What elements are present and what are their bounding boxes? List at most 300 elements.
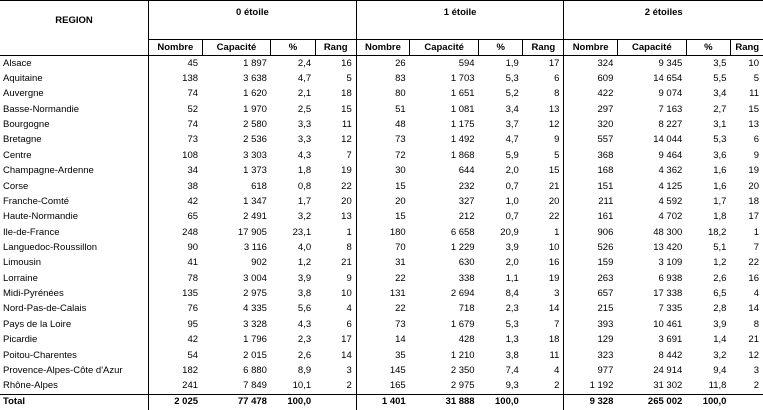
- group-header-0-star: 0 étoile: [149, 1, 357, 40]
- cell-rang: 6: [346, 318, 352, 330]
- cell-capacite: 1 081: [450, 103, 475, 115]
- cell-rang: 9: [346, 272, 352, 284]
- table-row: [0, 332, 763, 347]
- cell-capacite: 4 362: [658, 165, 683, 177]
- cell-pct: 4,7: [505, 134, 519, 146]
- cell-nombre: 54: [149, 348, 202, 363]
- cell-nombre: 73: [356, 133, 409, 148]
- cell-capacite: 3 004: [243, 272, 267, 284]
- cell-pct: 20,9: [500, 226, 519, 238]
- cell-capacite: 327: [458, 195, 475, 207]
- cell-rang: 13: [341, 211, 352, 223]
- cell-rang: 20: [548, 195, 560, 207]
- region-name-cell: Corse: [0, 179, 149, 194]
- cell-rang: 11: [341, 119, 352, 131]
- total-cell-pct: 100,0: [686, 394, 730, 410]
- region-name-cell: Nord-Pas-de-Calais: [0, 302, 149, 317]
- cell-nombre: 20: [356, 194, 409, 209]
- cell-pct: 10,1: [292, 380, 312, 392]
- cell-rang: 12: [548, 119, 560, 131]
- cell-capacite: 24 914: [653, 364, 683, 376]
- cell-nombre: 72: [356, 148, 409, 163]
- cell-capacite: 2 694: [450, 288, 475, 300]
- cell-pct: 23,1: [292, 226, 312, 238]
- region-name-cell: Limousin: [0, 256, 149, 271]
- cell-rang: 1: [730, 225, 763, 240]
- cell-pct: 0,7: [505, 211, 519, 223]
- cell-pct: 1,8: [297, 165, 312, 177]
- region-name-cell: Aquitaine: [0, 71, 149, 86]
- cell-rang: 20: [730, 179, 763, 194]
- cell-pct: 3,9: [505, 241, 519, 253]
- cell-rang: 7: [554, 318, 560, 330]
- region-name-cell: Pays de la Loire: [0, 317, 149, 332]
- group-header-2-stars: 2 étoiles: [564, 1, 763, 40]
- cell-pct: 1,2: [297, 257, 312, 269]
- cell-pct: 2,6: [713, 272, 727, 284]
- cell-rang: 8: [554, 88, 560, 100]
- cell-nombre: 241: [149, 379, 202, 395]
- cell-capacite: 8 227: [658, 119, 683, 131]
- cell-nombre: 557: [564, 133, 617, 148]
- cell-pct: 1,2: [713, 257, 727, 269]
- table-row: [0, 240, 763, 255]
- region-name-cell: Bourgogne: [0, 117, 149, 132]
- cell-nombre: 73: [356, 317, 409, 332]
- cell-pct: 5,6: [297, 303, 312, 315]
- region-name-cell: Haute-Normandie: [0, 210, 149, 225]
- cell-rang: 11: [730, 87, 763, 102]
- total-cell-nombre: 2 025: [149, 394, 202, 410]
- cell-capacite: 31 302: [653, 380, 683, 392]
- cell-nombre: 215: [564, 302, 617, 317]
- cell-pct: 5,3: [505, 318, 519, 330]
- cell-pct: 3,1: [713, 119, 727, 131]
- cell-nombre: 31: [356, 256, 409, 271]
- cell-pct: 0,8: [297, 180, 312, 192]
- cell-nombre: 180: [356, 225, 409, 240]
- cell-rang: 4: [730, 286, 763, 301]
- cell-pct: 5,5: [713, 73, 727, 85]
- cell-nombre: 168: [564, 164, 617, 179]
- group-header-row: [0, 1, 763, 40]
- cell-pct: 5,3: [713, 134, 727, 146]
- cell-capacite: 1 970: [243, 103, 267, 115]
- table-row: [0, 117, 763, 132]
- cell-pct: 3,4: [713, 88, 727, 100]
- cell-pct: 9,3: [505, 380, 519, 392]
- cell-nombre: 131: [356, 286, 409, 301]
- cell-nombre: 74: [149, 117, 202, 132]
- cell-nombre: 609: [564, 71, 617, 86]
- cell-capacite: 3 116: [243, 241, 267, 253]
- cell-pct: 3,8: [505, 349, 519, 361]
- subheader-rang: Rang: [730, 40, 763, 56]
- cell-capacite: 718: [458, 303, 475, 315]
- cell-nombre: 22: [356, 302, 409, 317]
- cell-pct: 1,0: [505, 195, 519, 207]
- cell-capacite: 7 163: [658, 103, 683, 115]
- cell-pct: 3,9: [297, 272, 312, 284]
- cell-capacite: 428: [458, 334, 475, 346]
- cell-rang: 5: [346, 73, 352, 85]
- cell-pct: 3,2: [713, 349, 727, 361]
- cell-capacite: 6 658: [450, 226, 475, 238]
- cell-capacite: 1 229: [450, 241, 475, 253]
- cell-capacite: 338: [458, 272, 475, 284]
- cell-nombre: 368: [564, 148, 617, 163]
- cell-nombre: 297: [564, 102, 617, 117]
- cell-capacite: 2 975: [243, 288, 267, 300]
- cell-capacite: 2 580: [243, 119, 267, 131]
- cell-pct: 1,6: [713, 180, 727, 192]
- cell-capacite: 2 975: [450, 380, 475, 392]
- cell-capacite: 644: [458, 165, 475, 177]
- cell-nombre: 161: [564, 210, 617, 225]
- region-header: REGION: [0, 1, 149, 56]
- cell-nombre: 151: [564, 179, 617, 194]
- cell-nombre: 211: [564, 194, 617, 209]
- subheader-rang: Rang: [523, 40, 564, 56]
- cell-nombre: 977: [564, 363, 617, 378]
- cell-pct: 1,4: [713, 334, 727, 346]
- cell-pct: 4,0: [297, 241, 312, 253]
- cell-rang: 4: [346, 303, 352, 315]
- cell-nombre: 41: [149, 256, 202, 271]
- cell-pct: 3,6: [713, 149, 727, 161]
- region-name-cell: Provence-Alpes-Côte d'Azur: [0, 363, 149, 378]
- cell-nombre: 138: [149, 71, 202, 86]
- cell-pct: 8,4: [505, 288, 519, 300]
- subheader-nombre: Nombre: [564, 40, 617, 56]
- cell-rang: 1: [346, 226, 352, 238]
- cell-rang: 18: [341, 88, 352, 100]
- cell-capacite: 10 461: [653, 318, 683, 330]
- subheader-pct: %: [479, 40, 523, 56]
- cell-rang: 9: [554, 134, 560, 146]
- cell-nombre: 129: [564, 332, 617, 347]
- cell-capacite: 1 868: [450, 149, 475, 161]
- cell-pct: 5,2: [505, 88, 519, 100]
- table-row: [0, 256, 763, 271]
- table-row: [0, 102, 763, 117]
- cell-rang: 8: [730, 317, 763, 332]
- cell-rang: 21: [548, 180, 560, 192]
- region-name-cell: Alsace: [0, 56, 149, 72]
- cell-pct: 2,6: [297, 349, 312, 361]
- cell-pct: 7,4: [505, 364, 519, 376]
- region-name-cell: Auvergne: [0, 87, 149, 102]
- region-name-cell: Rhône-Alpes: [0, 379, 149, 395]
- cell-rang: 2: [554, 380, 560, 392]
- cell-pct: 3,4: [505, 103, 519, 115]
- cell-nombre: 70: [356, 240, 409, 255]
- cell-rang: 10: [730, 56, 763, 72]
- cell-capacite: 7 849: [243, 380, 267, 392]
- region-name-cell: Basse-Normandie: [0, 102, 149, 117]
- cell-capacite: 14 044: [653, 134, 683, 146]
- cell-rang: 8: [346, 241, 352, 253]
- cell-pct: 2,7: [713, 103, 727, 115]
- cell-pct: 4,3: [297, 149, 312, 161]
- region-name-cell: Ile-de-France: [0, 225, 149, 240]
- cell-nombre: 35: [356, 348, 409, 363]
- cell-pct: 6,5: [713, 288, 727, 300]
- table-row: [0, 363, 763, 378]
- cell-rang: 7: [730, 240, 763, 255]
- cell-rang: 15: [730, 102, 763, 117]
- cell-capacite: 1 210: [450, 349, 475, 361]
- table-row: [0, 194, 763, 209]
- cell-rang: 18: [730, 194, 763, 209]
- cell-rang: 14: [548, 303, 560, 315]
- cell-rang: 22: [548, 211, 560, 223]
- cell-rang: 12: [730, 348, 763, 363]
- cell-rang: 9: [730, 148, 763, 163]
- cell-capacite: 1 897: [243, 57, 267, 69]
- cell-pct: 4,3: [297, 318, 312, 330]
- cell-nombre: 14: [356, 332, 409, 347]
- subheader-rang: Rang: [315, 40, 356, 56]
- subheader-capacite: Capacité: [202, 40, 271, 56]
- cell-pct: 5,3: [505, 73, 519, 85]
- cell-nombre: 145: [356, 363, 409, 378]
- total-row: [0, 394, 763, 410]
- cell-pct: 18,2: [707, 226, 727, 238]
- table-row: [0, 225, 763, 240]
- cell-rang: 2: [346, 380, 352, 392]
- cell-nombre: 108: [149, 148, 202, 163]
- cell-rang: 5: [554, 149, 560, 161]
- table-row: [0, 348, 763, 363]
- cell-capacite: 2 536: [243, 134, 267, 146]
- cell-capacite: 7 335: [658, 303, 683, 315]
- cell-capacite: 6 938: [658, 272, 683, 284]
- region-name-cell: Lorraine: [0, 271, 149, 286]
- table-row: [0, 87, 763, 102]
- cell-capacite: 4 702: [658, 211, 683, 223]
- cell-capacite: 2 491: [243, 211, 267, 223]
- region-name-cell: Poitou-Charentes: [0, 348, 149, 363]
- cell-nombre: 15: [356, 210, 409, 225]
- cell-nombre: 38: [149, 179, 202, 194]
- cell-rang: 15: [341, 103, 352, 115]
- cell-capacite: 630: [458, 257, 475, 269]
- cell-rang: 17: [341, 334, 352, 346]
- cell-nombre: 526: [564, 240, 617, 255]
- cell-rang: 3: [554, 288, 560, 300]
- cell-nombre: 1 192: [564, 379, 617, 395]
- cell-pct: 3,5: [713, 57, 727, 69]
- cell-capacite: 48 300: [653, 226, 683, 238]
- table-row: [0, 302, 763, 317]
- table-row: [0, 179, 763, 194]
- region-name-cell: Bretagne: [0, 133, 149, 148]
- cell-nombre: 248: [149, 225, 202, 240]
- cell-capacite: 1 651: [450, 88, 475, 100]
- cell-nombre: 422: [564, 87, 617, 102]
- table-row: [0, 148, 763, 163]
- cell-pct: 11,8: [708, 380, 727, 392]
- cell-rang: 13: [730, 117, 763, 132]
- cell-nombre: 22: [356, 271, 409, 286]
- subheader-capacite: Capacité: [410, 40, 479, 56]
- cell-rang: 10: [341, 288, 352, 300]
- cell-pct: 3,2: [297, 211, 312, 223]
- cell-capacite: 1 620: [243, 88, 267, 100]
- cell-pct: 3,9: [713, 318, 727, 330]
- cell-rang: 21: [341, 257, 352, 269]
- cell-capacite: 1 796: [243, 334, 267, 346]
- cell-capacite: 1 373: [243, 165, 267, 177]
- cell-capacite: 9 074: [658, 88, 683, 100]
- cell-pct: 2,4: [297, 57, 312, 69]
- cell-rang: 10: [548, 241, 560, 253]
- cell-rang: 17: [730, 210, 763, 225]
- cell-pct: 1,9: [505, 57, 519, 69]
- cell-capacite: 4 592: [658, 195, 683, 207]
- cell-rang: 13: [548, 103, 560, 115]
- cell-nombre: 135: [149, 286, 202, 301]
- total-cell-capacite: 265 002: [617, 394, 686, 410]
- cell-pct: 3,8: [297, 288, 312, 300]
- cell-rang: 20: [341, 195, 352, 207]
- cell-pct: 5,9: [505, 149, 519, 161]
- cell-capacite: 14 654: [653, 73, 683, 85]
- cell-pct: 2,8: [713, 303, 727, 315]
- total-cell-rang: [523, 394, 564, 410]
- cell-nombre: 76: [149, 302, 202, 317]
- cell-rang: 14: [341, 349, 352, 361]
- cell-pct: 2,3: [297, 334, 312, 346]
- cell-rang: 6: [730, 133, 763, 148]
- cell-capacite: 3 691: [658, 334, 683, 346]
- cell-nombre: 80: [356, 87, 409, 102]
- cell-rang: 22: [341, 180, 352, 192]
- region-name-cell: Midi-Pyrénées: [0, 286, 149, 301]
- cell-pct: 1,7: [297, 195, 312, 207]
- total-cell-rang: [730, 394, 763, 410]
- cell-nombre: 42: [149, 194, 202, 209]
- total-cell-nombre: 9 328: [564, 394, 617, 410]
- cell-capacite: 212: [458, 211, 475, 223]
- cell-rang: 3: [346, 364, 352, 376]
- cell-pct: 2,0: [505, 257, 519, 269]
- total-cell-rang: [315, 394, 356, 410]
- table-row: [0, 71, 763, 86]
- cell-rang: 21: [730, 332, 763, 347]
- cell-capacite: 9 345: [658, 57, 683, 69]
- cell-nombre: 48: [356, 117, 409, 132]
- cell-rang: 5: [730, 71, 763, 86]
- region-name-cell: Picardie: [0, 332, 149, 347]
- total-label: Total: [0, 394, 149, 410]
- subheader-nombre: Nombre: [356, 40, 409, 56]
- table-row: [0, 56, 763, 72]
- total-cell-capacite: 31 888: [410, 394, 479, 410]
- group-header-1-star: 1 étoile: [356, 1, 564, 40]
- cell-rang: 7: [346, 149, 352, 161]
- cell-nombre: 65: [149, 210, 202, 225]
- total-cell-nombre: 1 401: [356, 394, 409, 410]
- cell-rang: 19: [548, 272, 560, 284]
- cell-nombre: 906: [564, 225, 617, 240]
- total-cell-pct: 100,0: [479, 394, 523, 410]
- cell-rang: 18: [548, 334, 560, 346]
- cell-nombre: 95: [149, 317, 202, 332]
- cell-capacite: 1 679: [450, 318, 475, 330]
- cell-capacite: 1 347: [243, 195, 267, 207]
- cell-capacite: 2 350: [450, 364, 475, 376]
- cell-nombre: 15: [356, 179, 409, 194]
- cell-nombre: 159: [564, 256, 617, 271]
- cell-capacite: 9 464: [658, 149, 683, 161]
- subheader-capacite: Capacité: [617, 40, 686, 56]
- cell-rang: 3: [730, 363, 763, 378]
- table-row: [0, 164, 763, 179]
- cell-nombre: 83: [356, 71, 409, 86]
- cell-pct: 1,3: [505, 334, 519, 346]
- cell-pct: 0,7: [505, 180, 519, 192]
- total-cell-capacite: 77 478: [202, 394, 271, 410]
- cell-capacite: 1 492: [450, 134, 475, 146]
- cell-nombre: 45: [149, 56, 202, 72]
- cell-pct: 1,1: [505, 272, 519, 284]
- cell-capacite: 232: [458, 180, 475, 192]
- cell-rang: 22: [730, 256, 763, 271]
- cell-nombre: 182: [149, 363, 202, 378]
- cell-capacite: 902: [251, 257, 267, 269]
- cell-capacite: 8 442: [658, 349, 683, 361]
- cell-pct: 3,3: [297, 134, 312, 146]
- cell-nombre: 78: [149, 271, 202, 286]
- cell-capacite: 3 109: [658, 257, 683, 269]
- cell-capacite: 618: [251, 180, 267, 192]
- cell-rang: 19: [341, 165, 352, 177]
- cell-nombre: 657: [564, 286, 617, 301]
- total-cell-pct: 100,0: [271, 394, 315, 410]
- subheader-pct: %: [271, 40, 315, 56]
- table-row: [0, 379, 763, 395]
- cell-nombre: 30: [356, 164, 409, 179]
- cell-nombre: 263: [564, 271, 617, 286]
- cell-capacite: 1 175: [450, 119, 475, 131]
- cell-rang: 15: [548, 165, 560, 177]
- cell-pct: 3,7: [505, 119, 519, 131]
- table-body: [0, 56, 763, 410]
- table-row: [0, 210, 763, 225]
- cell-rang: 11: [549, 349, 560, 361]
- cell-capacite: 4 125: [658, 180, 683, 192]
- cell-nombre: 73: [149, 133, 202, 148]
- cell-rang: 16: [341, 57, 352, 69]
- cell-rang: 2: [730, 379, 763, 395]
- table-row: [0, 317, 763, 332]
- table-row: [0, 133, 763, 148]
- cell-capacite: 3 303: [243, 149, 267, 161]
- region-name-cell: Centre: [0, 148, 149, 163]
- cell-pct: 2,5: [297, 103, 312, 115]
- cell-capacite: 594: [458, 57, 475, 69]
- table-row: [0, 271, 763, 286]
- cell-rang: 17: [548, 57, 560, 69]
- cell-capacite: 3 638: [243, 73, 267, 85]
- cell-nombre: 52: [149, 102, 202, 117]
- cell-rang: 6: [554, 73, 560, 85]
- cell-pct: 5,1: [713, 241, 727, 253]
- table-row: [0, 286, 763, 301]
- cell-rang: 4: [554, 364, 560, 376]
